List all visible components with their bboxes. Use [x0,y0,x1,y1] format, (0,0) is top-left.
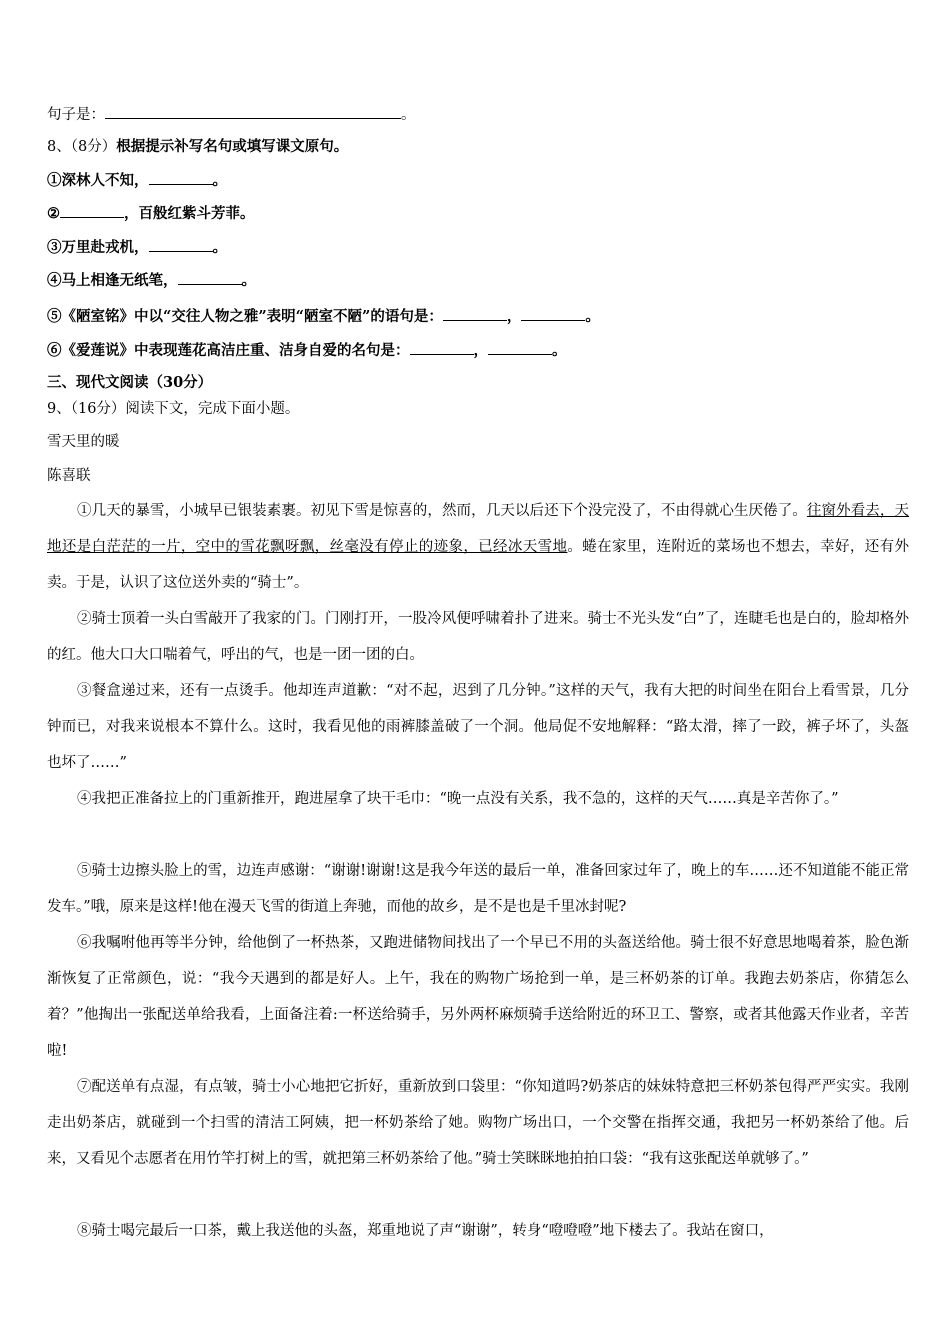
prev-answer-line: 句子是： 。 [47,104,907,125]
article-author: 陈喜联 [47,468,91,484]
answer-blank[interactable] [521,306,585,321]
q8-item-6: ⑥《爱莲说》中表现莲花高洁庄重、洁身自爱的名句是： ， 。 [47,342,567,359]
paragraph-5: ⑤骑士边擦头脸上的雪，边连声感谢：“谢谢!谢谢!这是我今年送的最后一单，准备回家过年了，晚上的车……还不知道能不能正常发车。”哦，原来是这样!他在漫天飞雪的街道上奔驰，而他的故乡，是不是也是千里冰封呢? [47,863,909,915]
answer-blank[interactable] [410,340,474,355]
q8-item-1: ①深林人不知， 。 [47,172,227,189]
question-8-header: 8、（8分）根据提示补写名句或填写课文原句。 [47,138,349,155]
question-9-header: 9、（16分）阅读下文，完成下面小题。 [47,401,300,417]
paragraph-8: ⑧骑士喝完最后一口茶，戴上我送他的头盔，郑重地说了声“谢谢”，转身“噔噔噔”地下楼去了。我站在窗口， [77,1223,774,1239]
article-title: 雪天里的暖 [47,434,120,450]
section-3-title: 三、现代文阅读（30分） [47,374,213,391]
paragraph-1: ①几天的暴雪，小城早已银装素裹。初见下雪是惊喜的，然而，几天以后还下个没完没了，不由得就心生厌倦了。往窗外看去，天地还是白茫茫的一片，空中的雪花飘呀飘，丝毫没有停止的迹象，已经冰天雪地。蜷在家里，连附近的菜场也不想去，幸好，还有外卖。于是，认识了这位送外卖的“骑士”。 [47,503,910,591]
answer-blank[interactable] [488,340,552,355]
paragraph-3: ③餐盒递过来，还有一点烫手。他却连声道歉：“对不起，迟到了几分钟。”这样的天气，我有大把的时间坐在阳台上看雪景，几分钟而已，对我来说根本不算什么。这时，我看见他的雨裤膝盖破了一个洞。他局促不安地解释：“路太滑，摔了一跤，裤子坏了，头盔也坏了……” [47,683,909,771]
paragraph-2: ②骑士顶着一头白雪敲开了我家的门。门刚打开，一股冷风便呼啸着扑了进来。骑士不光头发“白”了，连睫毛也是白的，脸却格外的红。他大口大口喘着气，呼出的气，也是一团一团的白。 [47,611,909,663]
answer-blank[interactable] [443,306,507,321]
answer-blank[interactable] [105,104,401,119]
underlined-sentence: 往窗外看去，天地还是白茫茫的一片，空中的雪花飘呀飘，丝毫没有停止的迹象，已经冰天雪地 [47,503,909,555]
paragraph-7: ⑦配送单有点湿，有点皱，骑士小心地把它折好，重新放到口袋里：“你知道吗?奶茶店的妹妹特意把三杯奶茶包得严严实实。我刚走出奶茶店，就碰到一个扫雪的清洁工阿姨，把一杯奶茶给了她。购物广场出口，一个交警在指挥交通，我把另一杯奶茶给了他。后来，又看见个志愿者在用竹竿打树上的雪，就把第三杯奶茶给了他。”骑士笑眯眯地拍拍口袋：“我有这张配送单就够了。” [47,1079,909,1167]
paragraph-6: ⑥我嘱咐他再等半分钟，给他倒了一杯热茶，又跑进储物间找出了一个早已不用的头盔送给他。骑士很不好意思地喝着茶，脸色渐渐恢复了正常颜色，说：“我今天遇到的都是好人。上午，我在的购物广场抢到一单，是三杯奶茶的订单。我跑去奶茶店，你猜怎么着？”他掏出一张配送单给我看，上面备注着:一杯送给骑手，另外两杯麻烦骑手送给附近的环卫工、警察，或者其他露天作业者，辛苦啦! [47,935,909,1059]
answer-blank[interactable] [60,203,124,218]
q8-item-5: ⑤《陋室铭》中以“交往人物之雅”表明“陋室不陋”的语句是： ， 。 [47,308,600,325]
answer-blank[interactable] [149,170,213,185]
answer-blank[interactable] [178,270,242,285]
answer-blank[interactable] [149,237,213,252]
q8-item-4: ④马上相逢无纸笔， 。 [47,272,256,289]
q8-item-3: ③万里赴戎机， 。 [47,239,227,256]
paragraph-4: ④我把正准备拉上的门重新推开，跑进屋拿了块干毛巾：“晚一点没有关系，我不急的，这样的天气……真是辛苦你了。” [77,791,839,807]
prev-answer-label: 句子是： [47,107,105,123]
q8-item-2: ② ，百般红紫斗芳菲。 [47,205,255,222]
